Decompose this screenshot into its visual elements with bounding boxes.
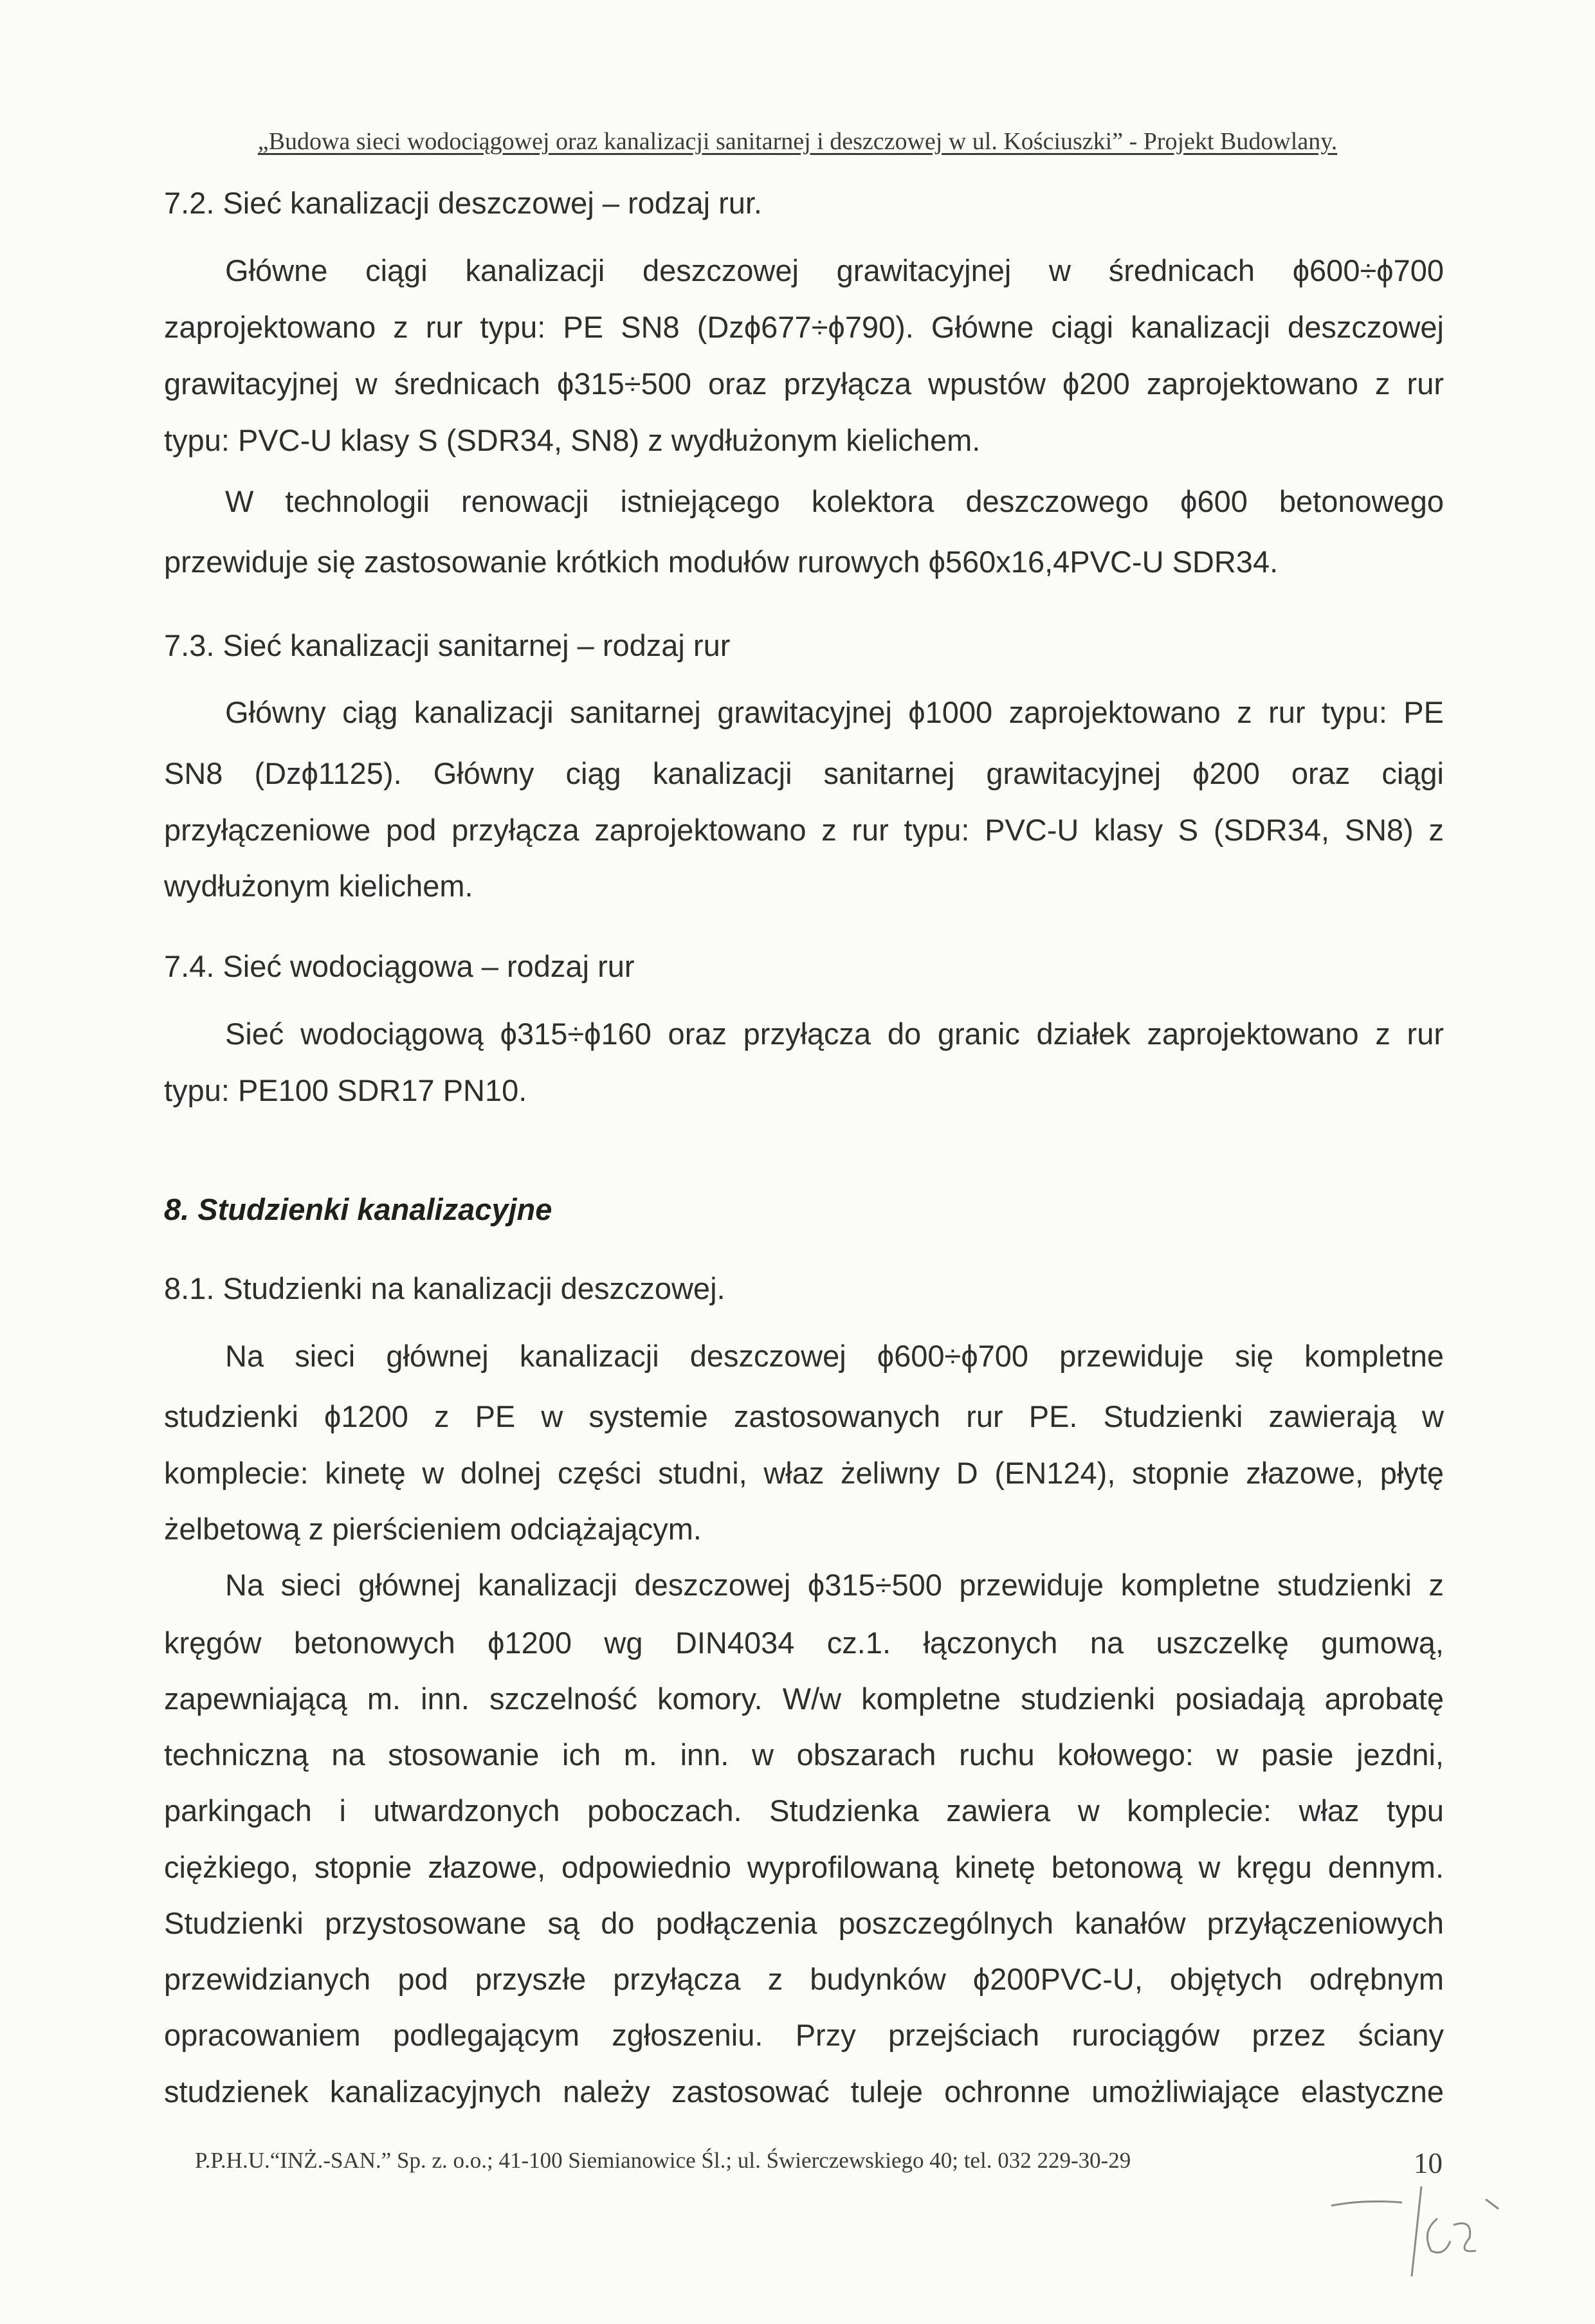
paragraph-line: ciężkiego, stopnie złazowe, odpowiednio wyprofilowaną kinetę betonową w kręgu dennym. [164,1850,1444,1884]
paragraph-line: SN8 (Dzϕ1125). Główny ciąg kanalizacji sanitarnej grawitacyjnej ϕ200 oraz ciągi [164,756,1444,790]
paragraph-line: Na sieci głównej kanalizacji deszczowej ϕ315÷500 przewiduje kompletne studzienki z [225,1568,1444,1602]
section-heading-8-1: 8.1. Studzienki na kanalizacji deszczowej. [164,1271,725,1305]
paragraph-line: przewiduje się zastosowanie krótkich modułów rurowych ϕ560x16,4PVC-U SDR34. [164,545,1279,579]
paragraph-line: Główne ciągi kanalizacji deszczowej grawitacyjnej w średnicach ϕ600÷ϕ700 [225,253,1444,287]
paragraph-line: opracowaniem podlegającym zgłoszeniu. Przy przejściach rurociągów przez ściany [164,2018,1444,2052]
handwritten-page-mark [1325,2180,1518,2296]
paragraph-line: Studzienki przystosowane są do podłączenia poszczególnych kanałów przyłączeniowych [164,1906,1444,1940]
paragraph-line: przewidzianych pod przyszłe przyłącza z budynków ϕ200PVC-U, objętych odrębnym [164,1962,1444,1996]
section-heading-7-3: 7.3. Sieć kanalizacji sanitarnej – rodzaj rur [164,628,731,662]
section-heading-7-4: 7.4. Sieć wodociągowa – rodzaj rur [164,949,635,983]
paragraph-line: studzienek kanalizacyjnych należy zastosować tuleje ochronne umożliwiające elastyczne [164,2074,1444,2109]
paragraph-line: Główny ciąg kanalizacji sanitarnej grawitacyjnej ϕ1000 zaprojektowano z rur typu: PE [225,695,1444,729]
footer-company-info: P.P.H.U.“INŻ.-SAN.” Sp. z. o.o.; 41-100 Siemianowice Śl.; ul. Świerczewskiego 40; tel. 032 229-30-29 [195,2148,1131,2173]
paragraph-line: typu: PVC-U klasy S (SDR34, SN8) z wydłużonym kielichem. [164,423,981,457]
paragraph-line: studzienki ϕ1200 z PE w systemie zastosowanych rur PE. Studzienki zawierają w [164,1399,1444,1433]
chapter-heading-8: 8. Studzienki kanalizacyjne [164,1192,552,1226]
paragraph-line: przyłączeniowe pod przyłącza zaprojektowano z rur typu: PVC-U klasy S (SDR34, SN8) z [164,813,1444,847]
paragraph-line: parkingach i utwardzonych poboczach. Studzienka zawiera w komplecie: właz typu [164,1793,1444,1828]
section-heading-7-2: 7.2. Sieć kanalizacji deszczowej – rodzaj rur. [164,186,762,220]
paragraph-line: grawitacyjnej w średnicach ϕ315÷500 oraz przyłącza wpustów ϕ200 zaprojektowano z rur [164,367,1444,401]
paragraph-line: W technologii renowacji istniejącego kolektora deszczowego ϕ600 betonowego [225,484,1444,518]
paragraph-line: typu: PE100 SDR17 PN10. [164,1073,527,1107]
paragraph-line: żelbetową z pierścieniem odciążającym. [164,1512,702,1546]
paragraph-line: Sieć wodociągową ϕ315÷ϕ160 oraz przyłącza do granic działek zaprojektowano z rur [225,1017,1444,1051]
paragraph-line: zaprojektowano z rur typu: PE SN8 (Dzϕ677÷ϕ790). Główne ciągi kanalizacji deszczowej [164,310,1444,344]
page-number: 10 [1414,2147,1443,2179]
paragraph-line: kręgów betonowych ϕ1200 wg DIN4034 cz.1. łączonych na uszczelkę gumową, [164,1626,1444,1660]
paragraph-line: wydłużonym kielichem. [164,869,473,903]
paragraph-line: techniczną na stosowanie ich m. inn. w obszarach ruchu kołowego: w pasie jezdni, [164,1738,1444,1772]
paragraph-line: zapewniającą m. inn. szczelność komory. W/w kompletne studzienki posiadają aprobatę [164,1682,1444,1716]
paragraph-line: Na sieci głównej kanalizacji deszczowej ϕ600÷ϕ700 przewiduje się kompletne [225,1339,1444,1373]
paragraph-line: komplecie: kinetę w dolnej części studni, właz żeliwny D (EN124), stopnie złazowe, płytę [164,1456,1444,1490]
running-header: „Budowa sieci wodociągowej oraz kanalizacji sanitarnej i deszczowej w ul. Kościuszki” - Projekt Budowlany. [257,128,1338,155]
